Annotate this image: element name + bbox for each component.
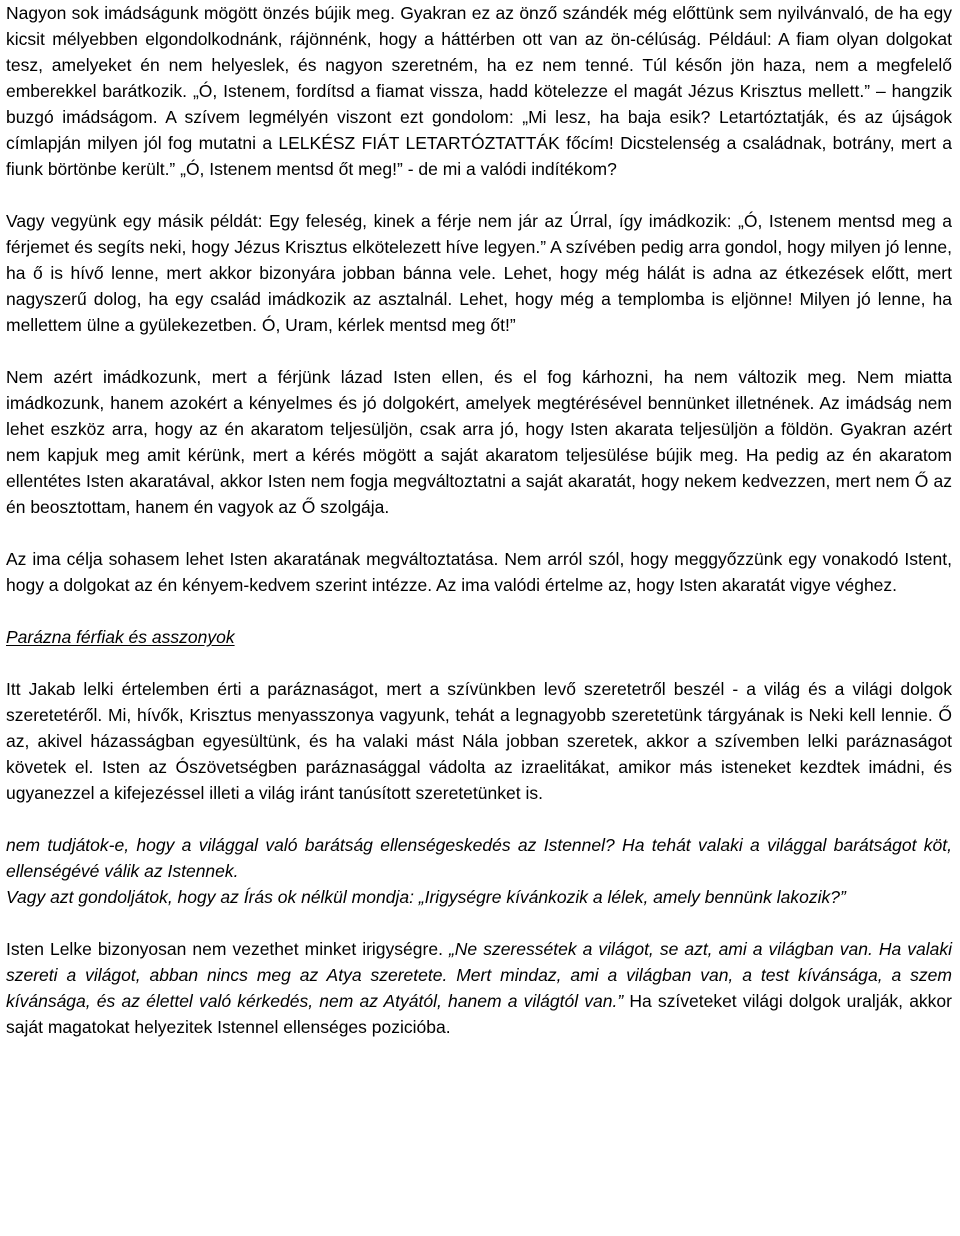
paragraph-love-not-world — [6, 936, 952, 1040]
paragraph-intro-text: Isten Lelke bizonyosan nem vezethet minket irigységre. — [6, 939, 449, 959]
scripture-quote-envy: Vagy azt gondoljátok, hogy az Írás ok nélkül mondja: „Irigységre kívánkozik a lélek, amely bennünk lakozik?” — [6, 887, 846, 907]
scripture-quote-friendship: nem tudjátok-e, hogy a világgal való barátság ellenségeskedés az Istennel? Ha tehát valaki a világgal barátságot köt, ellenségévé válik az Istennek. — [6, 835, 952, 881]
paragraph-purpose-of-prayer: Az ima célja sohasem lehet Isten akaratának megváltoztatása. Nem arról szól, hogy meggyőzzünk egy vonakodó Istent, hogy a dolgokat az én kényem-kedvem szerint intézze. Az ima valódi értelme az, hogy Isten akaratát vigye véghez. — [6, 549, 952, 595]
paragraph-gods-will: Nem azért imádkozunk, mert a férjünk lázad Isten ellen, és el fog kárhozni, ha nem változik meg. Nem miatta imádkozunk, hanem azokért a kényelmes és jó dolgokért, amelyek megtérésével bennünket illetnének. Az imádság nem lehet eszköz arra, hogy az én akaratom teljesüljön, csak arra jó, hogy Isten akarata teljesüljön a földön. Gyakran azért nem kapjuk meg amit kérünk, mert a kérés mögött a saját akaratom teljesülése bújik meg. Ha pedig az én akaratom ellentétes Isten akaratával, akkor Isten nem fogja megváltoztatni a saját akaratát, hogy nekem kedvezzen, mert nem Ő az én beosztottam, hanem én vagyok az Ő szolgája. — [6, 367, 952, 517]
section-heading-text: Parázna férfiak és asszonyok — [6, 627, 235, 647]
paragraph-selfish-prayer: Nagyon sok imádságunk mögött önzés bújik meg. Gyakran ez az önző szándék még előttünk sem nyilvánvaló, de ha egy kicsit mélyebben elgondolkodnánk, rájönnénk, hogy a háttérben ott van az ön-célúság. Például: A fiam olyan dolgokat tesz, amelyeket én nem helyeslek, és nagyon szeretném, ha ez nem tenné. Túl későn jön haza, nem a megfelelő emberekkel barátkozik. „Ó, Istenem, fordítsd a fiamat vissza, hadd kötelezze el magát Jézus Krisztus mellett.” – hangzik buzgó imádságom. A szívem legmélyén viszont ezt gondolom: „Mi lesz, ha baja esik? Letartóztatják, és az újságok címlapján milyen jól fog mutatni a LELKÉSZ FIÁT LETARTÓZTATTÁK főcím! Dicstelenség a családnak, botrány, mert a fiunk börtönbe került.” „Ó, Istenem mentsd őt meg!” - de mi a valódi indítékom? — [6, 3, 952, 179]
paragraph-closing-text: Ha szíveteket világi dolgok uralják, akkor saját magatokat helyezitek Istennel ellenséges pozicióba. — [6, 991, 952, 1037]
paragraph-spiritual-adultery: Itt Jakab lelki értelemben érti a paráznaságot, mert a szívünkben levő szeretetről beszél - a világ és a világi dolgok szeretetéről. Mi, hívők, Krisztus menyasszonya vagyunk, tehát a legnagyobb szeretetünk tárgyának is Neki kell lennie. Ő az, akivel házasságban egyesültünk, és ha valaki mást Nála jobban szeretek, akkor a szívemben lelki paráznaságot követek el. Isten az Ószövetségben paráznasággal vádolta az izraelitákat, amikor más isteneket kezdtek imádni, és ugyanezzel a kifejezéssel illeti a világ iránt tanúsított szeretetünket is. — [6, 679, 952, 803]
scripture-quote-world: „Ne szeressétek a világot, se azt, ami a világban van. Ha valaki szereti a világot, abban nincs meg az Atya szeretete. Mert mindaz, ami a világban van, a test kívánsága, a szem kívánsága, és az élettel való kérkedés, nem az Atyától, hanem a világtól van.” — [6, 939, 953, 1011]
section-heading — [6, 624, 952, 650]
paragraph-wife-example: Vagy vegyünk egy másik példát: Egy feleség, kinek a férje nem jár az Úrral, így imádkozik: „Ó, Istenem mentsd meg a férjemet és segíts neki, hogy Jézus Krisztus elkötelezett híve legyen.” A szívében pedig arra gondol, hogy milyen jó lenne, ha ő is hívő lenne, mert akkor bizonyára jobban bánna vele. Lehet, hogy még hálát is adna az étkezések előtt, mert nagyszerű dolog, ha egy család imádkozik az asztalnál. Lehet, hogy még a templomba is eljönne! Milyen jó lenne, ha mellettem ülne a gyülekezetben. Ó, Uram, kérlek mentsd meg őt!” — [6, 211, 952, 335]
